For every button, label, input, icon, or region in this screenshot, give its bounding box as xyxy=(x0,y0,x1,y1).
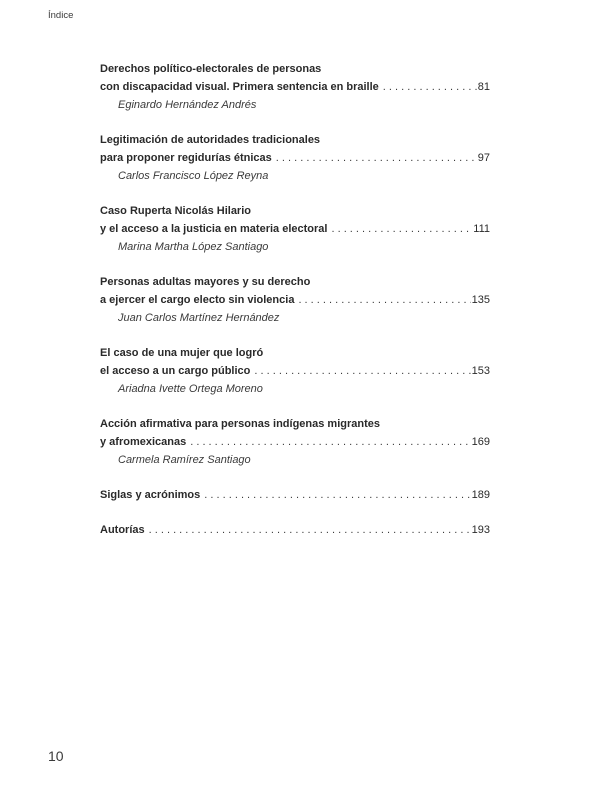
dot-leader xyxy=(276,149,477,167)
toc-entry-leader-line xyxy=(100,220,490,238)
toc-entry[interactable] xyxy=(100,60,490,114)
toc-entry-leader-line xyxy=(100,149,490,167)
toc-entry-author: Ariadna Ivette Ortega Moreno xyxy=(118,383,263,395)
dot-leader xyxy=(383,78,477,96)
toc-entry-title-continuation: y el acceso a la justicia en materia electoral xyxy=(100,223,328,235)
toc-page-number: 97 xyxy=(477,152,490,164)
toc-entry-autorias[interactable] xyxy=(100,521,490,539)
toc-entry-title-continuation: con discapacidad visual. Primera sentencia en braille xyxy=(100,81,379,93)
toc-entry-title: Caso Ruperta Nicolás Hilario xyxy=(100,205,251,217)
toc-entry-author: Carlos Francisco López Reyna xyxy=(118,170,269,182)
toc-entry-leader-line xyxy=(100,521,490,539)
toc-entry-title: Autorías xyxy=(100,524,145,536)
toc-page-number: 193 xyxy=(471,524,490,536)
toc-entry-title-continuation: el acceso a un cargo público xyxy=(100,365,251,377)
toc-entry-author: Carmela Ramírez Santiago xyxy=(118,454,251,466)
toc-entry[interactable] xyxy=(100,273,490,327)
toc-page-number: 169 xyxy=(471,436,490,448)
toc-entry-title: Derechos político-electorales de personas xyxy=(100,63,322,75)
table-of-contents xyxy=(100,60,490,556)
toc-entry-leader-line xyxy=(100,362,490,380)
toc-page-number: 189 xyxy=(471,489,490,501)
dot-leader xyxy=(331,220,472,238)
toc-entry-siglas[interactable] xyxy=(100,486,490,504)
toc-entry[interactable] xyxy=(100,202,490,256)
toc-entry-title: Personas adultas mayores y su derecho xyxy=(100,276,311,288)
toc-entry-title: Legitimación de autoridades tradicionales xyxy=(100,134,321,146)
toc-entry-leader-line xyxy=(100,486,490,504)
toc-entry-title-continuation: y afromexicanas xyxy=(100,436,187,448)
toc-entry-leader-line xyxy=(100,433,490,451)
dot-leader xyxy=(204,486,470,504)
toc-entry-title: El caso de una mujer que logró xyxy=(100,347,264,359)
toc-entry-author: Juan Carlos Martínez Hernández xyxy=(118,312,280,324)
toc-entry-title-continuation: para proponer regidurías étnicas xyxy=(100,152,272,164)
toc-page-number: 81 xyxy=(477,81,490,93)
toc-page-number: 111 xyxy=(473,223,490,235)
toc-entry[interactable] xyxy=(100,344,490,398)
dot-leader xyxy=(149,521,471,539)
toc-page-number: 153 xyxy=(471,365,490,377)
dot-leader xyxy=(254,362,470,380)
toc-entry[interactable] xyxy=(100,415,490,469)
toc-entry-title-continuation: a ejercer el cargo electo sin violencia xyxy=(100,294,295,306)
toc-entry-author: Eginardo Hernández Andrés xyxy=(118,99,257,111)
dot-leader xyxy=(298,291,470,309)
toc-entry-title: Acción afirmativa para personas indígenas migrantes xyxy=(100,418,380,430)
toc-entry[interactable] xyxy=(100,131,490,185)
toc-page-number: 135 xyxy=(471,294,490,306)
running-header: Índice xyxy=(48,10,74,21)
toc-entry-author: Marina Martha López Santiago xyxy=(118,241,269,253)
dot-leader xyxy=(190,433,470,451)
toc-entry-leader-line xyxy=(100,78,490,96)
toc-entry-title: Siglas y acrónimos xyxy=(100,489,201,501)
toc-entry-leader-line xyxy=(100,291,490,309)
page-number: 10 xyxy=(48,748,64,764)
